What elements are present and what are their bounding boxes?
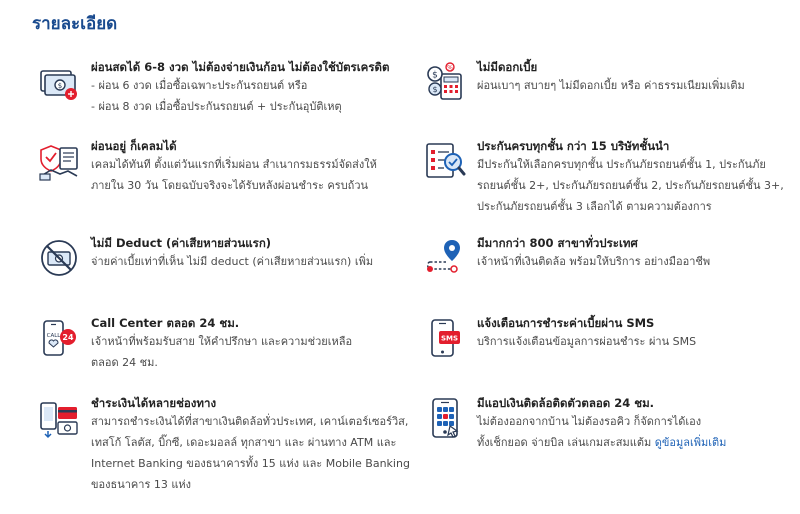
feature-line: เจ้าหน้าที่เงินติดล้อ พร้อมให้บริการ อย่างมืออาชีพ (477, 255, 711, 268)
feature-line: - ผ่อน 8 งวด เมื่อซื้อประกันรถยนต์ + ประกันอุบัติเหตุ (91, 100, 342, 113)
branch-map-pin-icon (424, 237, 466, 279)
mobile-app-icon (424, 397, 466, 439)
multi-channel-payment-icon (38, 397, 80, 439)
checklist-search-icon (424, 140, 466, 182)
feature-title: ไม่มี Deduct (ค่าเสียหายส่วนแรก) (91, 236, 272, 250)
feature-line: บริการแจ้งเตือนข้อมูลการผ่อนชำระ ผ่าน SMS (477, 335, 697, 348)
feature-line: ผ่อนเบาๆ สบายๆ ไม่มีดอกเบี้ย หรือ ค่าธรรมเนียมเพิ่มเติม (477, 79, 745, 92)
feature-line: ไม่ต้องออกจากบ้าน ไม่ต้องรอคิว ก็จัดการได้เอง (477, 415, 702, 428)
no-deduct-icon (38, 237, 80, 279)
feature-title: ไม่มีดอกเบี้ย (477, 60, 538, 74)
feature-line: - ผ่อน 6 งวด เมื่อซื้อเฉพาะประกันรถยนต์ หรือ (91, 79, 308, 92)
feature-line: ภายใน 30 วัน โดยฉบับจริงจะได้รับหลังผ่อนชำระ ครบถ้วน (91, 179, 369, 192)
feature-line (477, 432, 777, 453)
no-interest-calculator-icon (424, 61, 466, 103)
feature-title: มีมากกว่า 800 สาขาทั่วประเทศ (477, 236, 638, 250)
feature-line: ตลอด 24 ชม. (91, 356, 158, 369)
svg-text:$: $ (57, 82, 63, 90)
feature-title: ประกันครบทุกชั้น กว่า 15 บริษัทชั้นนำ (477, 139, 670, 153)
svg-text:SMS: SMS (440, 334, 459, 343)
feature-line: จ่ายค่าเบี้ยเท่าที่เห็น ไม่มี deduct (ค่าเสียหายส่วนแรก) เพิ่ม (91, 255, 374, 268)
feature-line: Internet Banking ของธนาคารทั้ง 15 แห่ง และ Mobile Banking (91, 457, 410, 470)
svg-text:$: $ (432, 85, 438, 94)
feature-line: ของธนาคาร 13 แห่ง (91, 478, 192, 491)
feature-title: Call Center ตลอด 24 ชม. (91, 316, 240, 330)
feature-line-text: ทั้งเช็กยอด จ่ายบิล เล่นเกมสะสมแต้ม (477, 436, 655, 449)
feature-title: มีแอปเงินติดล้อติดตัวตลอด 24 ชม. (477, 396, 655, 410)
feature-line: รถยนต์ชั้น 2+, ประกันภัยรถยนต์ชั้น 2, ประกันภัยรถยนต์ชั้น 3+, (477, 179, 784, 192)
feature-title: แจ้งเตือนการชำระค่าเบี้ยผ่าน SMS (477, 316, 655, 330)
call-center-24-icon (38, 317, 80, 359)
feature-line: เจ้าหน้าที่พร้อมรับสาย ให้คำปรึกษา และความช่วยเหลือ (91, 335, 353, 348)
svg-text:24: 24 (62, 333, 74, 342)
more-info-link[interactable]: ดูข้อมูลเพิ่มเติม (654, 436, 727, 449)
feature-line: มีประกันให้เลือกครบทุกชั้น ประกันภัยรถยนต์ชั้น 1, ประกันภัย (477, 158, 766, 171)
feature-line: สามารถชำระเงินได้ที่สาขาเงินติดล้อทั่วประเทศ, เคาน์เตอร์เซอร์วิส, (91, 415, 409, 428)
insurance-claim-icon (38, 140, 80, 182)
feature-line: เทสโก้ โลตัส, บิ๊กซี, เดอะมอลล์ ทุกสาขา และ ผ่านทาง ATM และ (91, 436, 397, 449)
feature-line: เคลมได้ทันที ตั้งแต่วันแรกที่เริ่มผ่อน สำเนากรมธรรม์จัดส่งให้ (91, 158, 377, 171)
cash-bill-icon (38, 61, 80, 103)
feature-title: ผ่อนสดได้ 6-8 งวด ไม่ต้องจ่ายเงินก้อน ไม่ต้องใช้บัตรเครดิต (91, 60, 390, 74)
sms-phone-icon (424, 317, 466, 359)
feature-line: ประกันภัยรถยนต์ชั้น 3 เลือกได้ ตามความต้องการ (477, 200, 712, 213)
section-title: รายละเอียด (32, 14, 118, 34)
svg-text:CALL: CALL (46, 333, 61, 339)
svg-text:%: % (447, 64, 453, 72)
svg-text:$: $ (432, 70, 438, 81)
feature-title: ผ่อนอยู่ ก็เคลมได้ (91, 139, 177, 153)
feature-title: ชำระเงินได้หลายช่องทาง (91, 396, 217, 410)
